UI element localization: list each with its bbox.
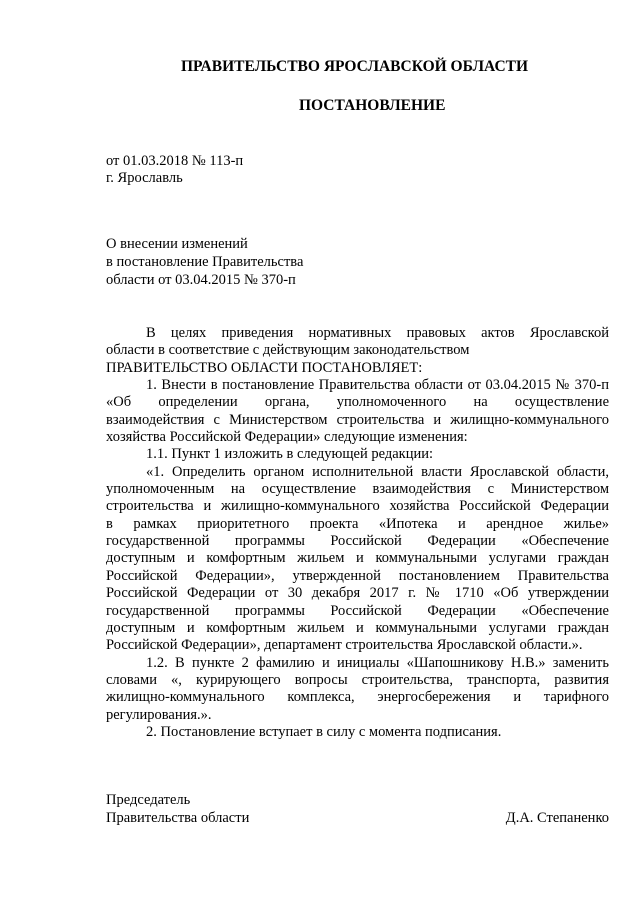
body-line: государственной программы Российской Федерации «Обеспечение bbox=[106, 602, 609, 619]
document-body bbox=[106, 325, 609, 741]
body-line: 1.1. Пункт 1 изложить в следующей редакции: bbox=[146, 446, 434, 463]
signatory-title-line2: Правительства области bbox=[106, 809, 250, 826]
body-line: государственной программы Российской Федерации «Обеспечение bbox=[106, 533, 609, 550]
body-line: взаимодействия с Министерством строительства и жилищно-коммунального bbox=[106, 411, 609, 428]
document-subject bbox=[106, 236, 303, 289]
signatory-name: Д.А. Степаненко bbox=[505, 809, 609, 826]
document-city: г. Ярославль bbox=[106, 170, 183, 186]
body-line: жилищно-коммунального комплекса, энергосбережения и тарифного bbox=[106, 689, 609, 706]
body-line: ПРАВИТЕЛЬСТВО ОБЛАСТИ ПОСТАНОВЛЯЕТ: bbox=[106, 359, 423, 376]
subject-line: в постановление Правительства bbox=[106, 253, 304, 270]
subject-line: О внесении изменений bbox=[106, 236, 248, 252]
org-title: ПРАВИТЕЛЬСТВО ЯРОСЛАВСКОЙ ОБЛАСТИ bbox=[181, 58, 529, 75]
body-line: доступным и комфортным жильем и коммунальными услугами граждан bbox=[106, 550, 609, 567]
body-line: «1. Определить органом исполнительной власти Ярославской области, bbox=[146, 463, 609, 480]
body-line: области в соответствие с действующим законодательством bbox=[106, 342, 470, 359]
document-date-number: от 01.03.2018 № 113-п bbox=[106, 153, 244, 169]
signature-block bbox=[106, 792, 609, 828]
body-line: Российской Федерации», департамент строительства Ярославской области.». bbox=[106, 637, 583, 654]
body-line: Российской Федерации», утвержденной постановлением Правительства bbox=[106, 567, 609, 584]
document-type: ПОСТАНОВЛЕНИЕ bbox=[299, 97, 446, 114]
body-line: словами «, курирующего вопросы строительства, транспорта, развития bbox=[106, 671, 609, 688]
body-line: строительства и жилищно-коммунального хозяйства Российской Федерации bbox=[106, 498, 609, 515]
body-line: в рамках приоритетного проекта «Ипотека и арендное жилье» bbox=[106, 515, 609, 532]
body-line: доступным и комфортным жильем и коммунальными услугами граждан bbox=[106, 619, 609, 636]
body-line: Российской Федерации от 30 декабря 2017 г. № 1710 «Об утверждении bbox=[106, 585, 609, 602]
body-line: 2. Постановление вступает в силу с момента подписания. bbox=[146, 723, 502, 740]
body-line: «Об определении органа, уполномоченного на осуществление bbox=[106, 394, 609, 411]
body-line: регулирования.». bbox=[106, 706, 212, 723]
subject-line: области от 03.04.2015 № 370-п bbox=[106, 271, 296, 288]
body-line: хозяйства Российской Федерации» следующие изменения: bbox=[106, 429, 468, 446]
body-line: В целях приведения нормативных правовых актов Ярославской bbox=[146, 325, 609, 341]
body-line: 1. Внести в постановление Правительства области от 03.04.2015 № 370-п bbox=[146, 377, 609, 394]
body-line: уполномоченным на осуществление взаимодействия с Министерством bbox=[106, 481, 609, 498]
body-line: 1.2. В пункте 2 фамилию и инициалы «Шапошникову Н.В.» заменить bbox=[146, 654, 609, 671]
signatory-title-line1: Председатель bbox=[106, 792, 191, 808]
